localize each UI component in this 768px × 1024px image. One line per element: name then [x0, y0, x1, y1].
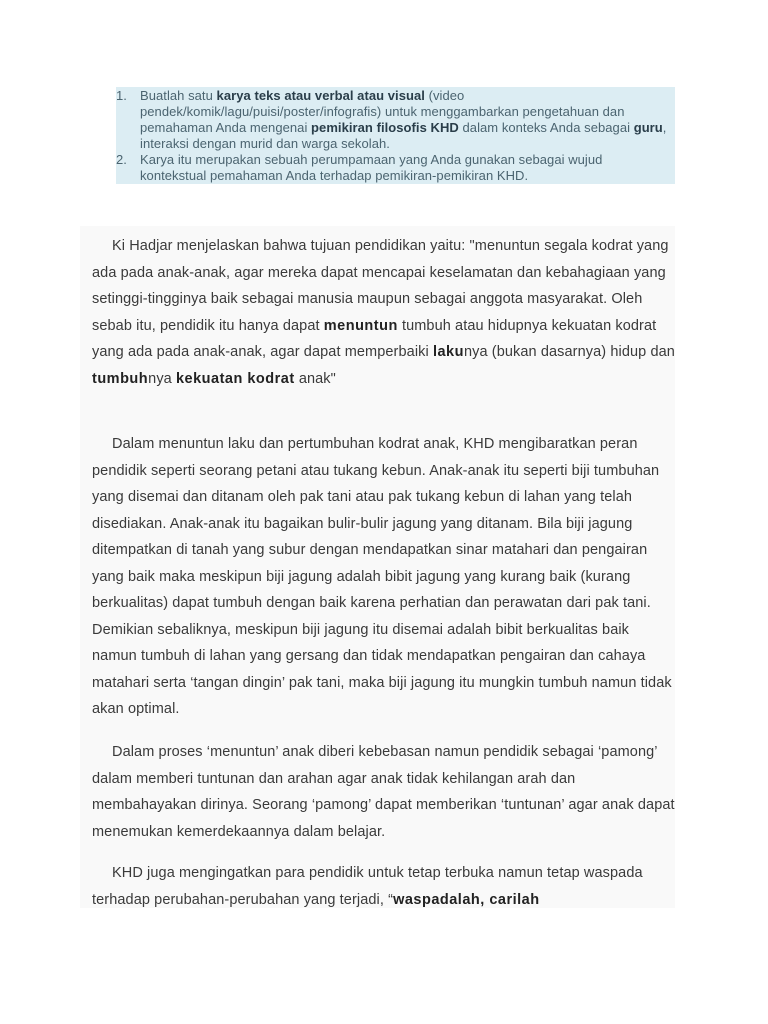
instruction-bold-text: guru	[633, 120, 663, 135]
list-number: 1.	[116, 88, 127, 103]
paragraph-pamong	[92, 739, 677, 845]
bold-text: kekuatan kodrat	[175, 370, 295, 387]
paragraph-text: tumbuh atau hidupnya kekuatan kodrat yang ada pada anak-anak, agar dapat memperbaiki	[92, 317, 657, 360]
instruction-box	[116, 87, 675, 184]
bold-text: waspadalah, carilah	[393, 891, 540, 908]
paragraph-text: Dalam menuntun laku dan pertumbuhan kodrat anak, KHD mengibaratkan peran pendidik seperti seorang petani atau tukang kebun. Anak-anak itu seperti biji tumbuhan yang disemai dan ditanam oleh pak tani atau pak tukang kebun di lahan yang telah disediakan. Anak-anak itu bagaikan bulir-bulir jagung yang ditanam. Bila biji jagung ditempatkan di tanah yang subur dengan mendapatkan sinar matahari dan pengairan yang baik maka meskipun biji jagung adalah bibit jagung yang kurang baik (kurang berkualitas) dapat tumbuh dengan baik karena perhatian dan perawatan dari pak tani. Demikian sebaliknya, meskipun biji jagung itu disemai adalah bibit berkualitas baik namun tumbuh di lahan yang gersang dan tidak mendapatkan pengairan dan cahaya matahari serta ‘tangan dingin’ pak tani, maka biji jagung itu mungkin tumbuh namun tidak akan optimal.	[92, 436, 672, 717]
paragraph-petani-analogy	[92, 431, 677, 723]
bold-text: menuntun	[323, 317, 398, 334]
paragraph-tujuan-pendidikan	[92, 233, 677, 392]
instruction-text: Karya itu merupakan sebuah perumpamaan yang Anda gunakan sebagai wujud kontekstual pemahaman Anda terhadap pemikiran-pemikiran KHD.	[140, 152, 603, 183]
bold-text: laku	[432, 344, 464, 360]
paragraph-text: anak"	[294, 370, 336, 387]
instruction-item-2	[116, 152, 671, 184]
paragraph-text: KHD juga mengingatkan para pendidik untuk tetap terbuka namun tetap waspada terhadap perubahan-perubahan yang terjadi, “	[92, 865, 643, 908]
instruction-text: (video pendek/komik/lagu/puisi/poster/infografis) untuk menggambarkan pengetahuan dan pemahaman Anda mengenai	[140, 88, 625, 135]
paragraph-text: nya	[148, 370, 176, 387]
instruction-bold-text: pemikiran filosofis KHD	[311, 120, 459, 135]
paragraph-waspada	[92, 860, 677, 913]
instruction-bold-text: karya teks atau verbal atau visual	[216, 88, 425, 103]
instruction-text: , interaksi dengan murid dan warga sekolah.	[140, 120, 667, 151]
body-text-section	[80, 226, 675, 908]
paragraph-text: nya (bukan dasarnya) hidup dan	[463, 344, 675, 360]
instruction-list	[116, 88, 671, 184]
paragraph-text: Ki Hadjar menjelaskan bahwa tujuan pendidikan yaitu: "menuntun segala kodrat yang ada pada anak-anak, agar mereka dapat mencapai keselamatan dan kebahagiaan yang setinggi-tingginya baik sebagai manusia maupun sebagai anggota masyarakat. Oleh sebab itu, pendidik itu hanya dapat	[92, 238, 669, 334]
instruction-text: Buatlah satu	[140, 88, 217, 103]
bold-text: tumbuh	[92, 370, 149, 387]
paragraph-text: Dalam proses ‘menuntun’ anak diberi kebebasan namun pendidik sebagai ‘pamong’ dalam memberi tuntunan dan arahan agar anak tidak kehilangan arah dan membahayakan dirinya. Seorang ‘pamong’ dapat memberikan ‘tuntunan’ agar anak dapat menemukan kemerdekaannya dalam belajar.	[92, 744, 675, 840]
list-number: 2.	[116, 152, 127, 167]
instruction-item-1	[116, 88, 671, 152]
instruction-text: dalam konteks Anda sebagai	[458, 120, 634, 135]
